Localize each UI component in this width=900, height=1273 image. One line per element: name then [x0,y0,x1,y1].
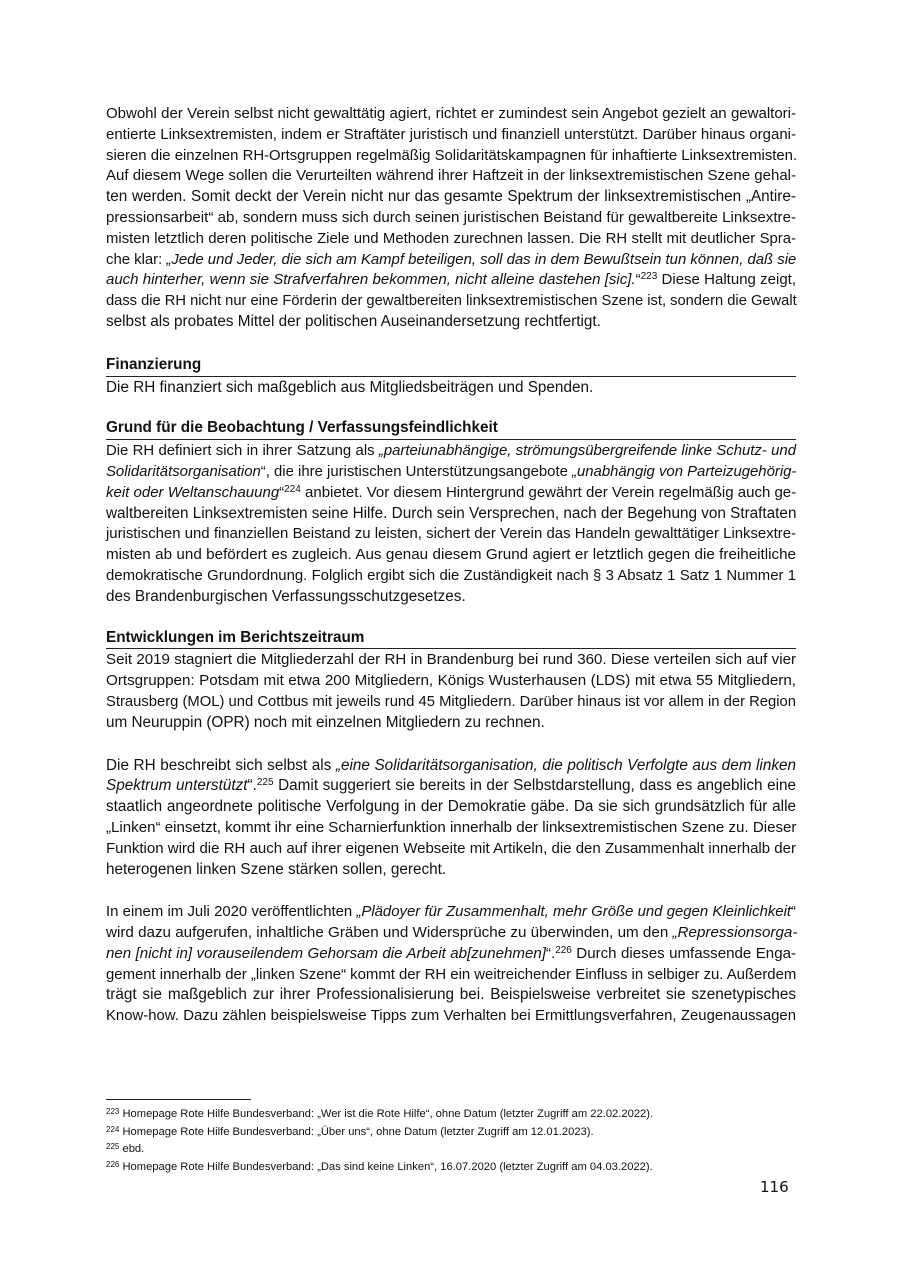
section-heading: Grund für die Beobachtung / Verfassungsfeindlichkeit [106,418,796,440]
footnote-divider [106,1099,251,1100]
text-line: keit oder Weltanschauung“$^{224}$ anbietet. Vor diesem Hintergrund gewährt der Verein regelmäßig auch ge- [106,483,797,501]
footnote: $^{226}$ Homepage Rote Hilfe Bundesverband: „Das sind keine Linken“, 16.07.2020 (letzter Zugriff am 04.03.2022). [106,1159,653,1173]
quote: Solidaritätsorganisation [106,463,261,480]
text-line: waltbereiten Linksextremisten seine Hilfe. Durch sein Versprechen, nach der Begehung von Straftaten [106,504,797,522]
page-body [106,104,796,1047]
text-line: dass die RH nicht nur eine Förderin der gewaltbereiten linksextremistischen Szene ist, sondern die Gewalt [106,293,797,310]
page-number: 116 [760,1178,789,1196]
quote: „Jede und Jeder, die sich am Kampf beteiligen, soll das in dem Bewußtsein tun können, daß sie [166,251,797,268]
footnote: $^{223}$ Homepage Rote Hilfe Bundesverband: „Wer ist die Rote Hilfe“, ohne Datum (letzter Zugriff am 22.02.2022). [106,1107,654,1120]
section-grounds [106,418,796,607]
footnote-ref: 223 [640,271,658,283]
text-line: In einem im Juli 2020 veröffentlichten „Plädoyer für Zusammenhalt, mehr Größe und gegen Kleinlichkeit“ [106,904,796,921]
text-line: Funktion wird die RH auch auf ihrer eigenen Webseite mit Artikeln, die den Zusammenhalt innerhalb der [106,839,796,857]
text-line: des Brandenburgischen Verfassungsschutzgesetzes. [106,587,466,605]
quote: „Repressionsorga- [672,924,798,942]
paragraph [106,650,796,733]
quote: nen [nicht in] vorauseilendem Gehorsam die Arbeit ab[zunehmen] [106,944,546,962]
text-line: um Neuruppin (OPR) noch mit einzelnen Mitgliedern zu rechnen. [106,713,545,731]
section-heading: Entwicklungen im Berichtszeitraum [106,628,796,650]
quote: „eine Solidaritätsorganisation, die politisch Verfolgte aus dem linken [335,756,796,774]
paragraph [106,756,796,881]
quote: „unabhängig von Parteizugehörig- [572,463,797,480]
quote: „Plädoyer für Zusammenhalt, mehr Größe und gegen Kleinlichkeit [356,904,792,921]
footnotes [106,1106,796,1176]
text-line: juristischen und finanziellen Beistand zu leisten, sichert der Verein das Handeln gewalttätiger Linksextre- [106,526,796,543]
text-line: misten ab und befördert es zugleich. Aus genau diesem Grund agiert er letztlich gegen die freiheitliche [106,546,796,564]
text-line: Ortsgruppen: Potsdam mit etwa 200 Mitgliedern, Königs Wusterhausen (LDS) mit etwa 55 Mitgliedern, [106,672,796,690]
text-line: Auf diesem Wege sollen die Verurteilten während ihrer Haftzeit in der linksextremistischen Szene gehal- [106,167,796,185]
section-heading: Finanzierung [106,355,796,377]
footnote-ref: 225 [256,777,274,789]
text-line: demokratische Grundordnung. Folglich ergibt sich die Zuständigkeit nach § 3 Absatz 1 Satz 1 Nummer 1 [106,567,796,584]
quote: „parteiunabhängige, strömungsübergreifende linke Schutz- und [378,443,796,460]
quote: Spektrum unterstützt [106,777,248,795]
text-line: Spektrum unterstützt“.$^{225}$ Damit suggeriert sie bereits in der Selbstdarstellung, dass es angeblich eine [106,777,796,795]
intro-paragraph [106,104,796,333]
text-line: auch hinterher, wenn sie Strafverfahren bekommen, nicht alleine dastehen [sic].“$^{223}$ Diese Haltung zeigt, [106,271,797,289]
text-line: selbst als probates Mittel der politischen Auseinandersetzung rechtfertigt. [106,312,601,330]
text-line: nen [nicht in] vorauseilendem Gehorsam die Arbeit ab[zunehmen]“.$^{226}$ Durch dieses umfassende Enga- [106,944,797,962]
text-line: che klar: „Jede und Jeder, die sich am Kampf beteiligen, soll das in dem Bewußtsein tun können, daß sie [106,251,797,268]
text-line: Die RH finanziert sich maßgeblich aus Mitgliedsbeiträgen und Spenden. [106,378,594,396]
text-line: heterogenen linken Szene stärken sollen, gerecht. [106,860,447,878]
quote: auch hinterher, wenn sie Strafverfahren bekommen, nicht alleine dastehen [sic]. [106,271,636,289]
text-line: staatlich angeordnete politische Verfolgung in der Demokratie gäbe. Da sie sich grundsätzlich für alle [106,798,796,816]
text-line: Strausberg (MOL) und Cottbus mit jeweils rund 45 Mitgliedern. Darüber hinaus ist vor allem in der Region [106,693,797,710]
text-line: Obwohl der Verein selbst nicht gewalttätig agiert, richtet er zumindest sein Angebot gezielt an gewaltori- [106,105,796,122]
section-financing [106,355,796,399]
footnote: $^{225}$ ebd. [106,1142,145,1155]
text-line: Seit 2019 stagniert die Mitgliederzahl der RH in Brandenburg bei rund 360. Diese verteilen sich auf vier [106,651,796,669]
text-line: pressionsarbeit“ ab, sondern muss sich durch seinen juristischen Beistand für gewaltbereite Linksextre- [106,208,796,226]
text-line: sieren die einzelnen RH-Ortsgruppen regelmäßig Solidaritätskampagnen für inhaftierte Linksextremisten. [106,147,798,164]
text-line: Solidaritätsorganisation“, die ihre juristischen Unterstützungsangebote „unabhängig von Parteizugehörig- [106,463,797,480]
section-developments [106,628,796,1028]
text-line: ten werden. Somit deckt der Verein nicht nur das gesamte Spektrum der linksextremistischen „Antire- [106,188,796,206]
text-line: gement innerhalb der „linken Szene“ kommt der RH ein weitreichender Einfluss in selbiger zu. Außerdem [106,966,797,983]
quote: keit oder Weltanschauung [106,483,280,501]
text-line: trägt sie maßgeblich zur ihrer Professionalisierung bei. Beispielsweise verbreitet sie szenetypisches [106,986,796,1004]
text-line: misten letztlich deren politische Ziele und Methoden zurechnen lassen. Die RH stellt mit deutlicher Spra- [106,230,796,247]
text-line: Die RH definiert sich in ihrer Satzung als „parteiunabhängige, strömungsübergreifende linke Schutz- und [106,443,796,460]
footnote: $^{224}$ Homepage Rote Hilfe Bundesverband: „Über uns“, ohne Datum (letzter Zugriff am 12.01.2023). [106,1124,594,1138]
paragraph [106,902,796,1027]
footnote-ref: 226 [555,944,572,956]
text-line: Know-how. Dazu zählen beispielsweise Tipps zum Verhalten bei Ermittlungsverfahren, Zeugenaussagen [106,1008,796,1025]
text-line: wird dazu aufgerufen, inhaltliche Gräben und Widersprüche zu überwinden, um den „Repressionsorga- [106,924,798,942]
text-line: „Linken“ einsetzt, kommt ihr eine Scharnierfunktion innerhalb der linksextremistischen Szene zu. Dieser [106,818,797,836]
text-line: entierte Linksextremisten, indem er Straftäter juristisch und finanziell unterstützt. Darüber hinaus organi- [106,125,796,143]
text-line: Die RH beschreibt sich selbst als „eine Solidaritätsorganisation, die politisch Verfolgte aus dem linken [106,756,796,774]
footnote-ref: 224 [284,483,301,495]
